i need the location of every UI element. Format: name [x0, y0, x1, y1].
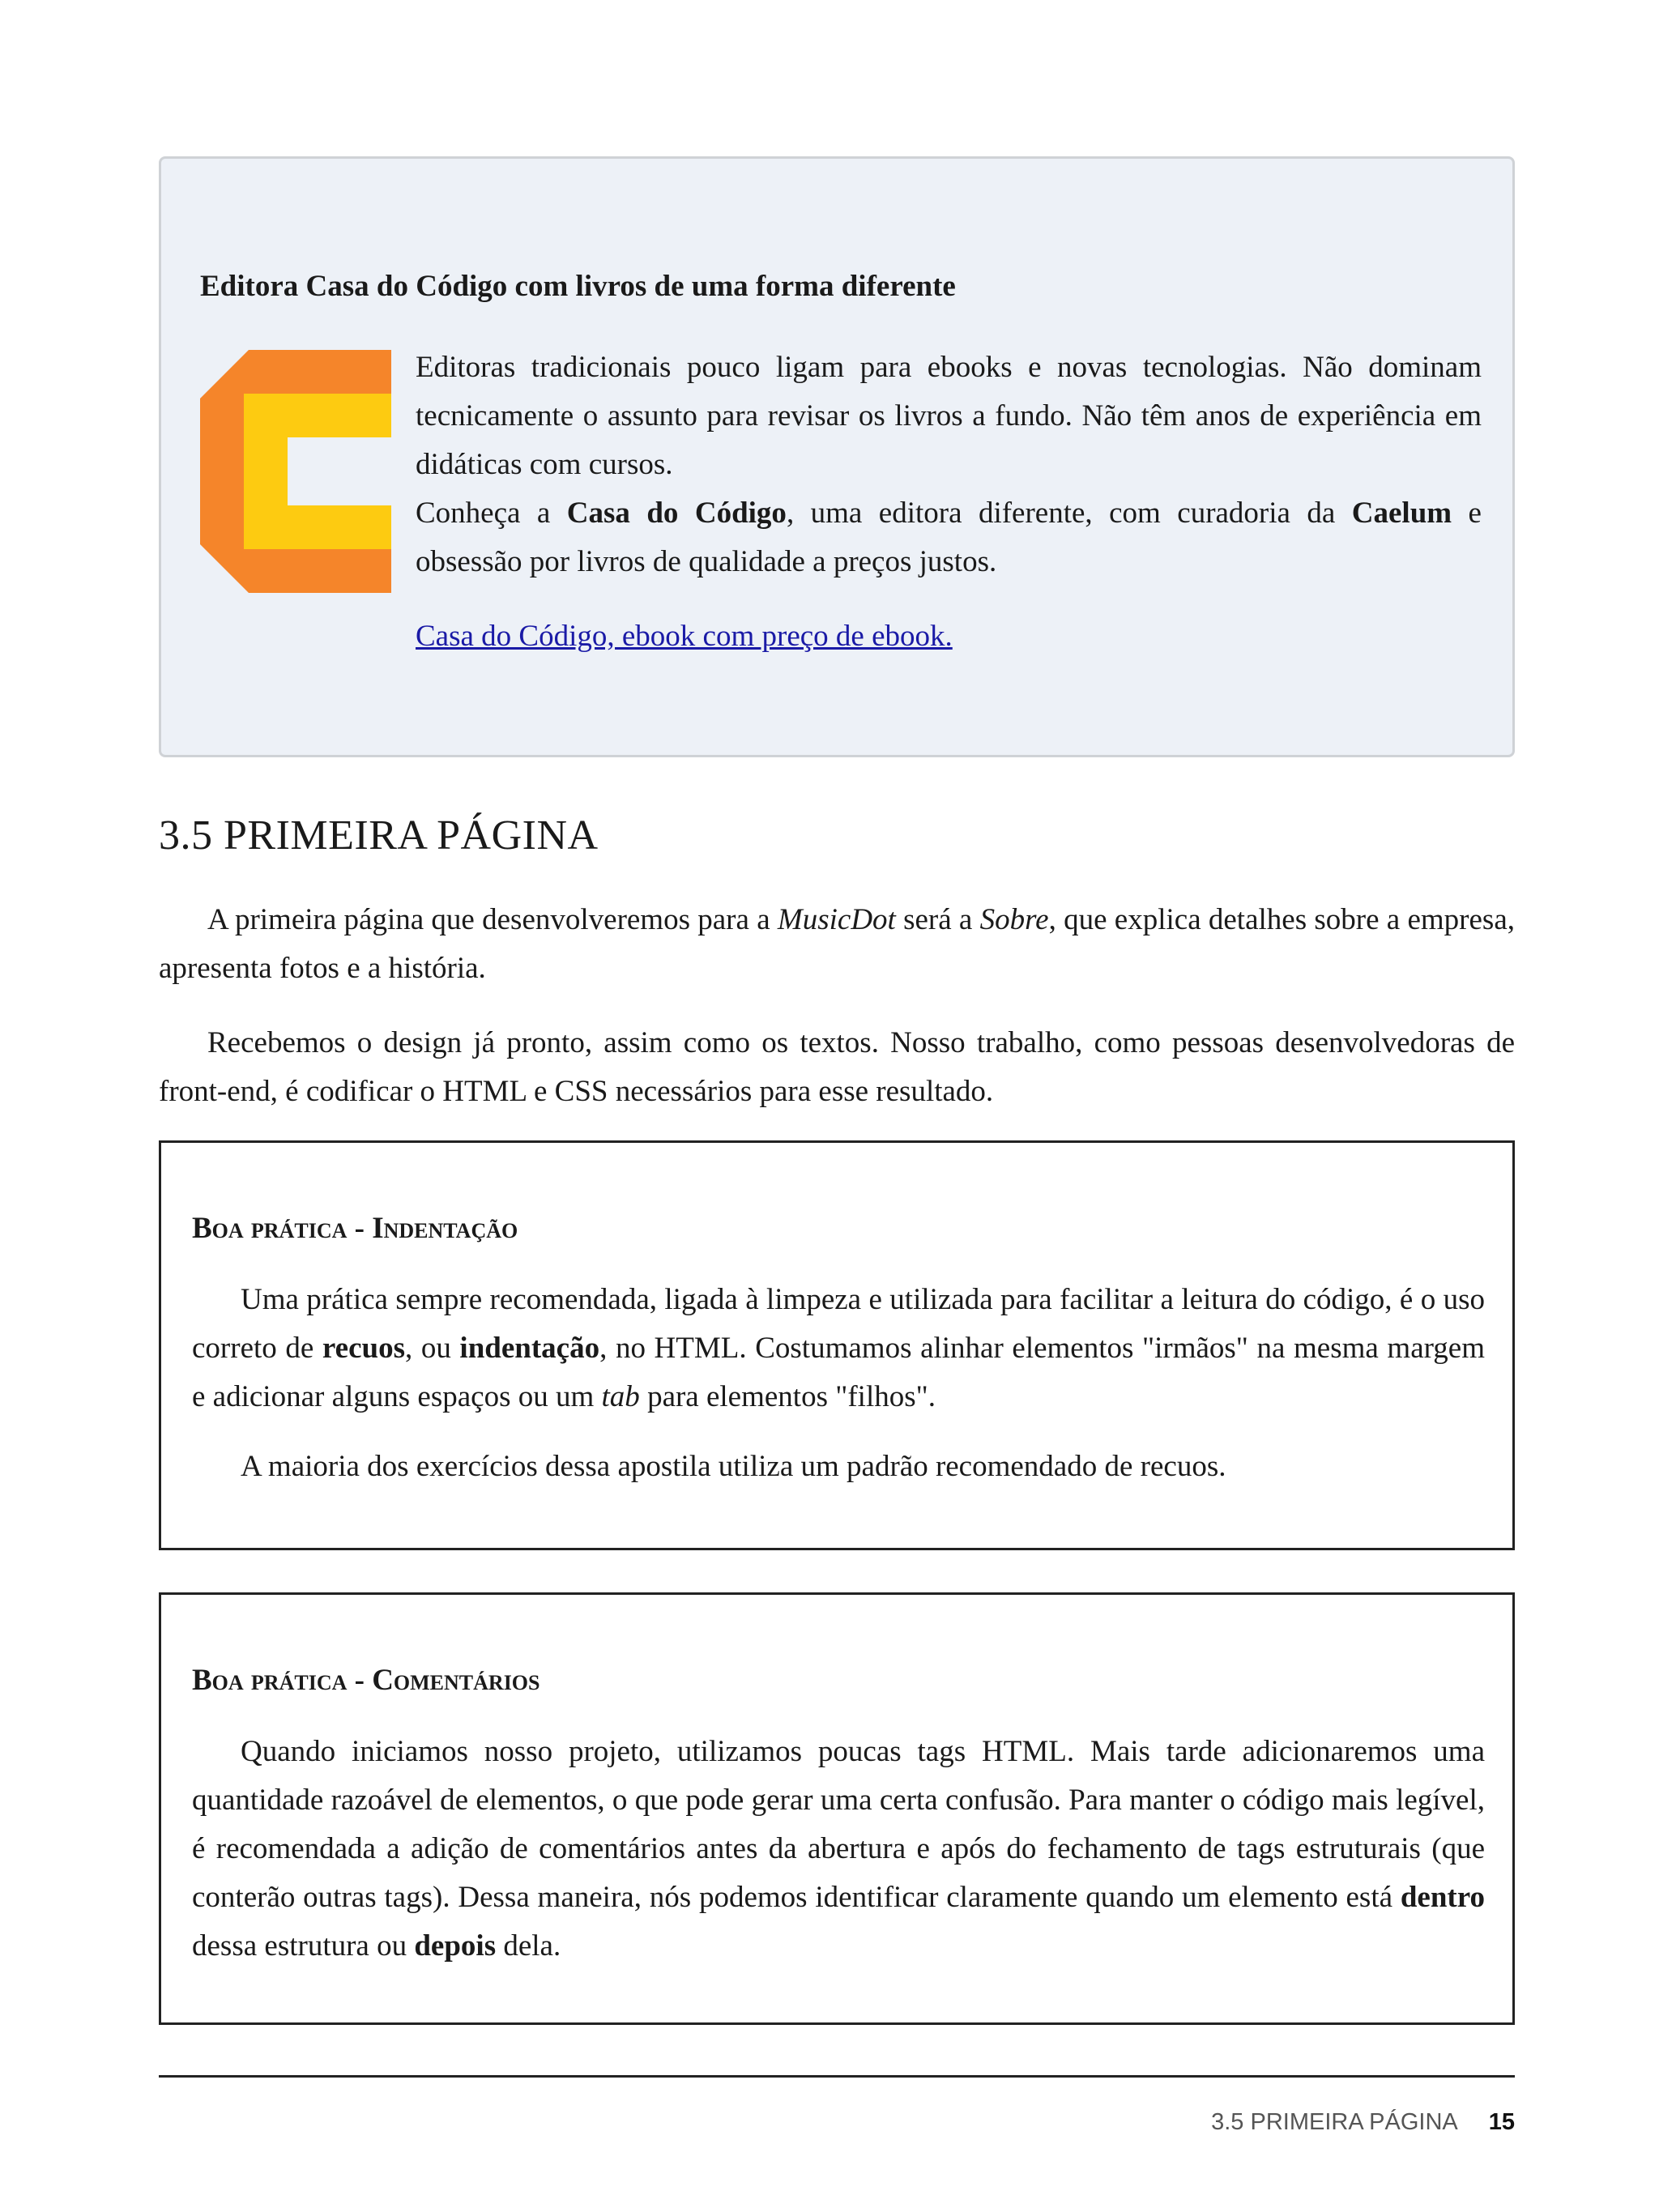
footer-section-name: 3.5 PRIMEIRA PÁGINA — [1211, 2109, 1458, 2135]
footer-divider — [159, 2075, 1515, 2078]
section-paragraph-1 — [159, 896, 1515, 993]
section-title: 3.5 PRIMEIRA PÁGINA — [159, 812, 599, 859]
text-span: dela. — [496, 1929, 561, 1963]
tip-paragraph: A maioria dos exercícios dessa apostila utiliza um padrão recomendado de recuos. — [241, 1450, 1226, 1483]
promo-paragraph-1: Editoras tradicionais pouco ligam para ebooks e novas tecnologias. Não dominam tecnicamente o assunto para revisar os livros a fundo. Não têm anos de experiência em didáticas com cursos. — [416, 351, 1482, 481]
tip-title: Boa prática - Indentação — [192, 1212, 518, 1245]
text-span: , ou — [404, 1332, 460, 1365]
promo-paragraph-2 — [416, 489, 1482, 586]
text-span: será a — [895, 903, 980, 936]
text-span: , uma editora diferente, com curadoria da — [786, 497, 1352, 530]
italic-musicdot: MusicDot — [777, 903, 896, 936]
tip-box-indentacao — [159, 1140, 1515, 1550]
section-paragraph-2: Recebemos o design já pronto, assim como os textos. Nosso trabalho, como pessoas desenvolvedoras de front-end, é codificar o HTML e CSS necessários para esse resultado. — [159, 1026, 1515, 1108]
bold-recuos: recuos — [322, 1332, 405, 1365]
page-footer — [1211, 2109, 1515, 2136]
text-span: A primeira página que desenvolveremos para a — [207, 903, 778, 936]
tip-paragraph — [192, 1276, 1485, 1421]
bold-casa-do-codigo: Casa do Código — [566, 497, 787, 530]
tip-box-comentarios — [159, 1592, 1515, 2025]
bold-indentacao: indentação — [459, 1332, 600, 1365]
tip-title: Boa prática - Comentários — [192, 1664, 540, 1697]
text-span: e obsessão por livros de qualidade a preços justos. — [416, 497, 1482, 578]
italic-tab: tab — [601, 1380, 640, 1413]
promo-box — [159, 156, 1515, 757]
text-span: dessa estrutura ou — [192, 1929, 415, 1963]
italic-sobre: Sobre — [979, 903, 1049, 936]
promo-link[interactable]: Casa do Código, ebook com preço de ebook. — [416, 620, 953, 653]
bold-dentro: dentro — [1400, 1881, 1485, 1914]
promo-title: Editora Casa do Código com livros de uma forma diferente — [200, 270, 956, 303]
bold-depois: depois — [414, 1929, 497, 1963]
text-span: , no HTML. Costumamos alinhar elementos "irmãos" na mesma margem e adicionar alguns espaços ou um — [192, 1332, 1485, 1413]
bold-caelum: Caelum — [1351, 497, 1452, 530]
casa-do-codigo-logo-icon — [200, 350, 391, 593]
text-span: Uma prática sempre recomendada, ligada à limpeza e utilizada para facilitar a leitura do código, é o uso correto de — [192, 1283, 1485, 1365]
promo-description — [416, 343, 1482, 586]
text-span: , que explica detalhes sobre a empresa, apresenta fotos e a história. — [159, 903, 1515, 985]
text-span: Quando iniciamos nosso projeto, utilizamos poucas tags HTML. Mais tarde adicionaremos uma quantidade razoável de elementos, o que pode gerar uma certa confusão. Para manter o código mais legível, é recomendada a adição de comentários antes da abertura e após do fechamento de tags estruturais (que conterão outras tags). Dessa maneira, nós podemos identificar claramente quando um elemento está — [192, 1735, 1485, 1914]
tip-paragraph — [192, 1728, 1485, 1971]
text-span: para elementos "filhos". — [639, 1380, 936, 1413]
page-number: 15 — [1488, 2109, 1515, 2135]
text-span: Conheça a — [416, 497, 567, 530]
